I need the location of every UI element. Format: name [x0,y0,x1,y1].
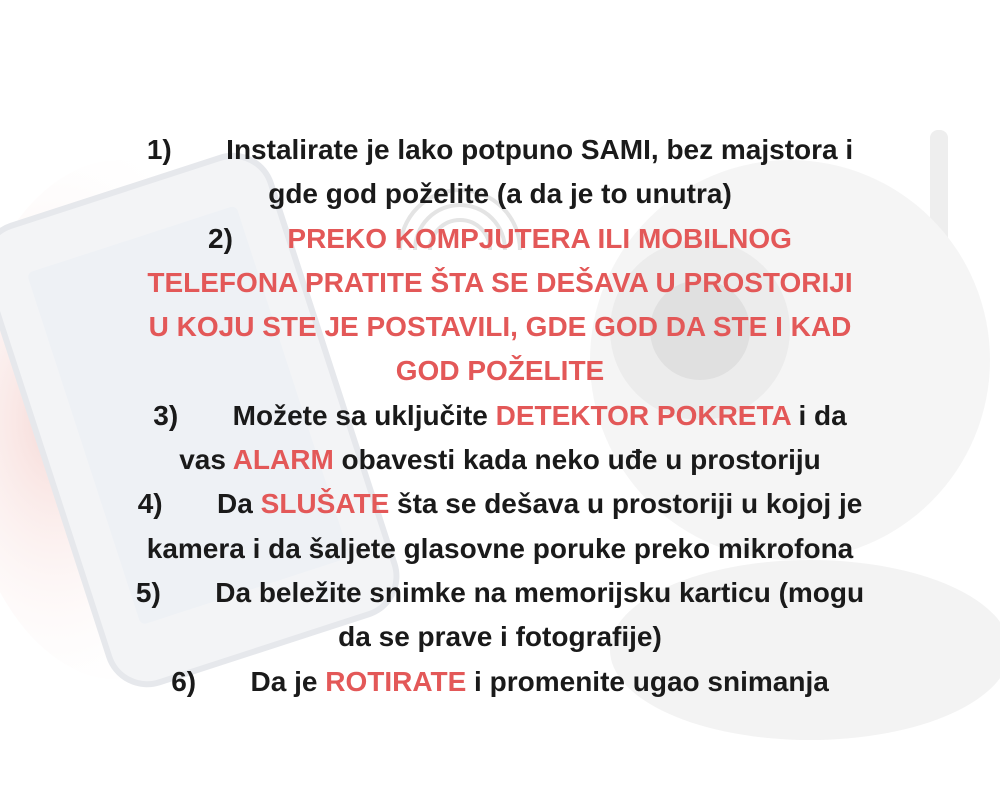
text-segment: 4) Da [137,488,261,520]
text-segment: i promenite ugao snimanja [466,665,829,697]
feature-line [0,172,1000,216]
feature-line [0,660,1000,704]
text-segment: obavesti kada neko uđe u prostoriju [333,444,821,476]
text-segment: gde god poželite (a da je to unutra) [268,178,732,210]
feature-list [0,128,1000,704]
feature-line [0,527,1000,571]
feature-line [0,394,1000,438]
text-segment: vas [179,444,233,476]
highlight-text: PREKO KOMPJUTERA ILI MOBILNOG [287,222,792,254]
highlight-text: ALARM [232,444,334,476]
text-segment: 2) [208,222,288,254]
text-segment: 1) Instalirate je lako potpuno SAMI, bez majstora i [146,134,854,165]
text-segment: i da [790,399,847,431]
highlight-text: GOD POŽELITE [395,355,605,387]
text-segment: da se prave i fotografije) [338,621,662,653]
highlight-text: ROTIRATE [325,665,467,697]
text-segment: 5) Da beležite snimke na memorijsku karticu (mogu [135,576,865,608]
feature-line [0,217,1000,261]
text-segment: 6) Da je [171,665,326,697]
text-segment: šta se dešava u prostoriji u kojoj je [389,488,863,520]
text-segment: kamera i da šaljete glasovne poruke preko mikrofona [146,532,854,564]
feature-line [0,305,1000,349]
text-segment: 3) Možete sa uključite [153,399,496,431]
highlight-text: DETEKTOR POKRETA [495,399,791,431]
feature-line [0,349,1000,393]
feature-line [0,438,1000,482]
feature-line [0,615,1000,659]
feature-line [0,571,1000,615]
highlight-text: U KOJU STE JE POSTAVILI, GDE GOD DA STE I KAD [148,311,852,343]
highlight-text: SLUŠATE [260,488,390,520]
feature-line [0,261,1000,305]
feature-line [0,128,1000,172]
highlight-text: TELEFONA PRATITE ŠTA SE DEŠAVA U PROSTORIJI [147,266,853,298]
feature-line [0,482,1000,526]
